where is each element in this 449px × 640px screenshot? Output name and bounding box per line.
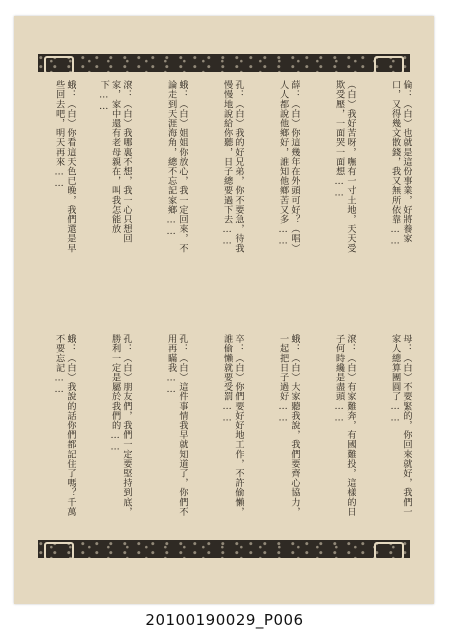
band-texture bbox=[38, 540, 410, 558]
text-column: （白）我好苦呀，嘸有一寸土地，天天受欺受壓，一面哭一面想…… bbox=[333, 80, 356, 253]
text-column: 孔：（白）這件事情我早就知道了，你們不用再瞞我…… bbox=[165, 334, 188, 517]
decorative-top-band bbox=[38, 54, 410, 72]
text-column: 蛾：（白）我說的話你們都記住了嗎？千萬不要忘記…… bbox=[53, 334, 76, 517]
document-id-caption: 20100190029_P006 bbox=[145, 611, 304, 629]
band-ornament-left bbox=[44, 542, 74, 558]
document-page bbox=[14, 16, 434, 604]
text-column: 蛾：（白）你看這天色已晚，我們還是早些回去吧，明天再來…… bbox=[53, 80, 76, 253]
text-column: 倫：（白）也就是這份事業，好將養家口，又得幾文散錢，我又無所依靠…… bbox=[389, 80, 412, 247]
text-column: 薛：（白）你這幾年在外頭可好？（唱）人人都說他鄉好，誰知他鄉苦又多…… bbox=[277, 80, 300, 253]
text-column: 滾：（白）我哪裏不想，我一心只想回家，家中還有老母親在，叫我怎能放下…… bbox=[98, 80, 132, 244]
text-column: 蛾：（白）大家聽我說，我們要齊心協力，一起把日子過好…… bbox=[277, 334, 300, 517]
band-ornament-left bbox=[44, 56, 74, 72]
text-column: 孔：（白）我的好兄弟，你不要急，待我慢慢地說給你聽，日子總要過下去…… bbox=[221, 80, 244, 253]
band-texture bbox=[38, 54, 410, 72]
text-column: 滾：（白）有家難奔，有國難投，這樣的日子何時纔是盡頭…… bbox=[333, 334, 356, 517]
band-ornament-right bbox=[374, 56, 404, 72]
decorative-bottom-band bbox=[38, 540, 410, 558]
band-ornament-right bbox=[374, 542, 404, 558]
text-column: 蛾：（白）姐姐你放心，我一定回來，不論走到天涯海角，總不忘記家鄉…… bbox=[165, 80, 188, 253]
text-column: 孔：（白）朋友們，我們一定要堅持到底，勝利一定是屬於我們的…… bbox=[109, 334, 132, 517]
text-column: 母：（白）不要緊的，你回來就好，我們一家人總算團圓了…… bbox=[389, 334, 412, 517]
text-column: 卒：（白）你們要好好地工作，不許偷懶，誰偷懶就要受罰…… bbox=[221, 334, 244, 517]
